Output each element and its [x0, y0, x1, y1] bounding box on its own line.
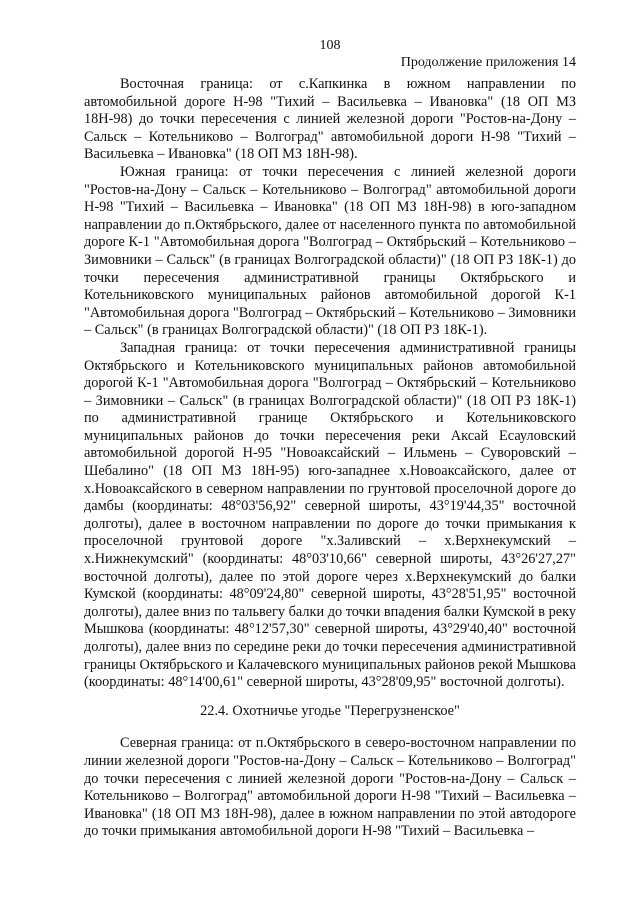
document-body [84, 76, 576, 841]
section-heading: 22.4. Охотничье угодье "Перегрузненское" [200, 702, 460, 719]
paragraph-east-border: Восточная граница: от с.Капкинка в южном направлении по автомобильной дороге Н-98 "Тихий – Васильевка – Ивановка" (18 ОП МЗ 18Н-98) до точки пересечения с линией железной дороги "Ростов-на-Дону – Сальск – Котельниково – Волгоград" автомобильной дороги Н-98 "Тихий – Васильевка – Ивановка" (18 ОП МЗ 18Н-98). [84, 76, 576, 163]
paragraph-south-border: Южная граница: от точки пересечения с линией железной дороги "Ростов-на-Дону – Сальск – Котельниково – Волгоград" автомобильной дороги Н-98 "Тихий – Васильевка – Ивановка" (18 ОП МЗ 18Н-98) в юго-западном направлении до п.Октябрьского, далее от населенного пункта по автомобильной дороге К-1 "Автомобильная дорога "Волгоград – Октябрьский – Котельниково – Зимовники – Сальск" (в границах Волгоградской области)" (18 ОП РЗ 18К-1) до точки пересечения административной границы Октябрьского и Котельниковского муниципальных районов автомобильной дорогой К-1 "Автомобильная дорога "Волгоград – Октябрьский – Котельниково – Зимовники – Сальск" (в границах Волгоградской области)" (18 ОП РЗ 18К-1). [84, 163, 576, 339]
paragraph-north-border: Северная граница: от п.Октябрьского в северо-восточном направлении по линии железной дороги "Ростов-на-Дону – Сальск – Котельниково – Волгоград" до точки пересечения с линией железной дороги "Ростов-на-Дону – Сальск – Котельниково – Волгоград" автомобильной дороги Н-98 "Тихий – Васильевка – Ивановка" (18 ОП МЗ 18Н-98), далее в южном направлении по этой автодороге до точки примыкания автомобильной дороги Н-98 "Тихий – Васильевка – [84, 735, 576, 840]
page-number: 108 [319, 38, 341, 53]
paragraph-west-border: Западная граница: от точки пересечения административной границы Октябрьского и Котельниковского муниципальных районов автомобильной дорогой К-1 "Автомобильная дорога "Волгоград – Октябрьский – Котельниково – Зимовники – Сальск" (в границах Волгоградской области)" (18 ОП РЗ 18К-1) по административной границе Октябрьского и Котельниковского муниципальных районов до точки пересечения реки Аксай Есауловский автомобильной дорогой Н-95 "Новоаксайский – Ильмень – Суворовский – Шебалино" (18 ОП МЗ 18Н-95) юго-западнее х.Новоаксайского, далее от х.Новоаксайского в северном направлении по грунтовой проселочной дороге до дамбы (координаты: 48°03'56,92" северной широты, 43°19'44,35" восточной долготы), далее в восточном направлении по дороге до точки примыкания к проселочной грунтовой дороге "х.Заливский – х.Верхнекумский – х.Нижнекумский" (координаты: 48°03'10,66" северной широты, 43°26'27,27" восточной долготы), далее по этой дороге через х.Верхнекумский до балки Кумской (координаты: 48°09'24,80" северной широты, 43°28'51,95" восточной долготы), далее вниз по тальвегу балки до точки впадения балки Кумской в реку Мышкова (координаты: 48°12'57,30" северной широты, 43°29'40,40" восточной долготы), далее вниз по середине реки до точки пересечения административной границы Октябрьского и Калачевского муниципальных районов рекой Мышкова (координаты: 48°14'00,61" северной широты, 43°28'09,95" восточной долготы). [84, 339, 576, 691]
document-page [84, 0, 576, 905]
running-head: Продолжение приложения 14 [400, 55, 576, 70]
